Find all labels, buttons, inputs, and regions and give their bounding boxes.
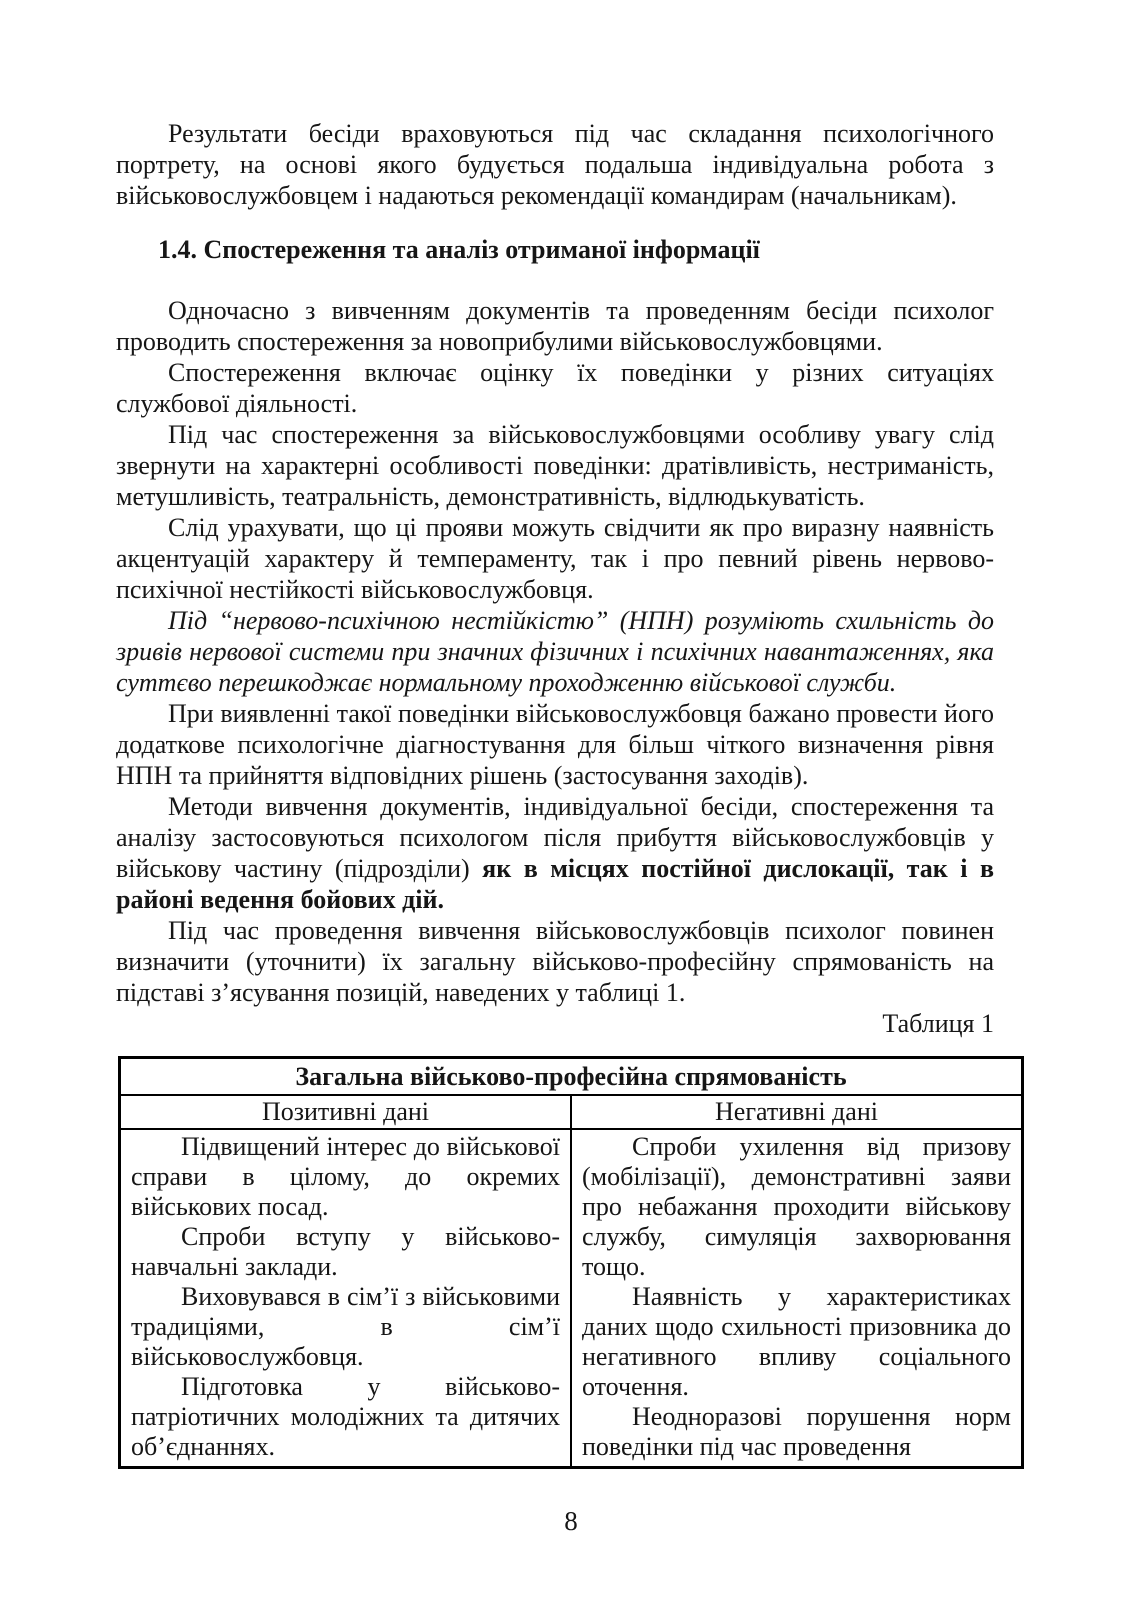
paragraph-methods <box>116 791 994 915</box>
paragraph-intro: Результати бесіди враховуються під час складання психологічного портрету, на основі якого будується подальша індивідуальна робота з військовослужбовцем і надаються рекомендації командирам (начальникам). <box>116 119 994 210</box>
paragraph-methods-bold-text: як в місцях постійної дислокації, так і в районі ведення бойових дій. <box>116 854 994 914</box>
positive-data-cell <box>120 1129 572 1468</box>
paragraph-study: Під час проведення вивчення військовослужбовців психолог повинен визначити (уточнити) їх загальну військово-професійну спрямованість на підставі з’ясування позицій, наведених у таблиці 1. <box>116 916 994 1007</box>
paragraph-definition: Під “нервово-психічною нестійкістю” (НПН) розуміють схильність до зривів нервової системи при значних фізичних і психічних навантаженнях, яка суттєво перешкоджає нормальному проходженню військової служби. <box>116 606 994 697</box>
page-number: 8 <box>564 1506 578 1536</box>
column-header-negative: Негативні дані <box>571 1095 1023 1129</box>
positive-item: Виховувався в сім’ї з військовими традиціями, в сім’ї військовослужбовця. <box>131 1282 560 1371</box>
table-caption: Таблиця 1 <box>882 1009 994 1038</box>
negative-data-cell <box>571 1129 1023 1468</box>
paragraph-includes: Спостереження включає оцінку їх поведінки у різних ситуаціях службової діяльності. <box>116 358 994 418</box>
table-title: Загальна військово-професійна спрямованість <box>120 1058 1023 1096</box>
table-title-row <box>120 1058 1023 1096</box>
paragraph-consider: Слід урахувати, що ці прояви можуть свідчити як про виразну наявність акцентуацій характеру й темпераменту, так і про певний рівень нервово-психічної нестійкості військовослужбовця. <box>116 513 994 604</box>
negative-item: Наявність у характеристиках даних щодо схильності призовника до негативного впливу соціального оточення. <box>582 1282 1011 1401</box>
table-header-row <box>120 1095 1023 1129</box>
section-heading: 1.4. Спостереження та аналіз отриманої інформації <box>158 235 760 264</box>
negative-item: Спроби ухилення від призову (мобілізації), демонстративні заяви про небажання проходити військову службу, симуляція захворювання тощо. <box>582 1132 1011 1281</box>
positive-item: Підготовка у військово-патріотичних молодіжних та дитячих об’єднаннях. <box>131 1372 560 1461</box>
negative-item: Неодноразові порушення норм поведінки під час проведення <box>582 1402 1011 1461</box>
paragraph-diagnosis: При виявленні такої поведінки військовослужбовця бажано провести його додаткове психологічне діагностування для більш чіткого визначення рівня НПН та прийняття відповідних рішень (застосування заходів). <box>116 699 994 790</box>
positive-item: Підвищений інтерес до військової справи в цілому, до окремих військових посад. <box>131 1132 560 1221</box>
table-body-row <box>120 1129 1023 1468</box>
paragraph-observation: Одночасно з вивченням документів та проведенням бесіди психолог проводить спостереження за новоприбулими військовослужбовцями. <box>116 296 994 356</box>
paragraph-attention: Під час спостереження за військовослужбовцями особливу увагу слід звернути на характерні особливості поведінки: дратівливість, нестриманість, метушливість, театральність, демонстративність, відлюдькуватість. <box>116 420 994 511</box>
general-orientation-table <box>118 1056 1024 1469</box>
paragraph-methods-text: Методи вивчення документів, індивідуальної бесіди, спостереження та аналізу застосовуються психологом після прибуття військовослужбовців у військову частину (підрозділи) <box>116 792 994 883</box>
column-header-positive: Позитивні дані <box>120 1095 572 1129</box>
positive-item: Спроби вступу у військово-навчальні заклади. <box>131 1222 560 1281</box>
